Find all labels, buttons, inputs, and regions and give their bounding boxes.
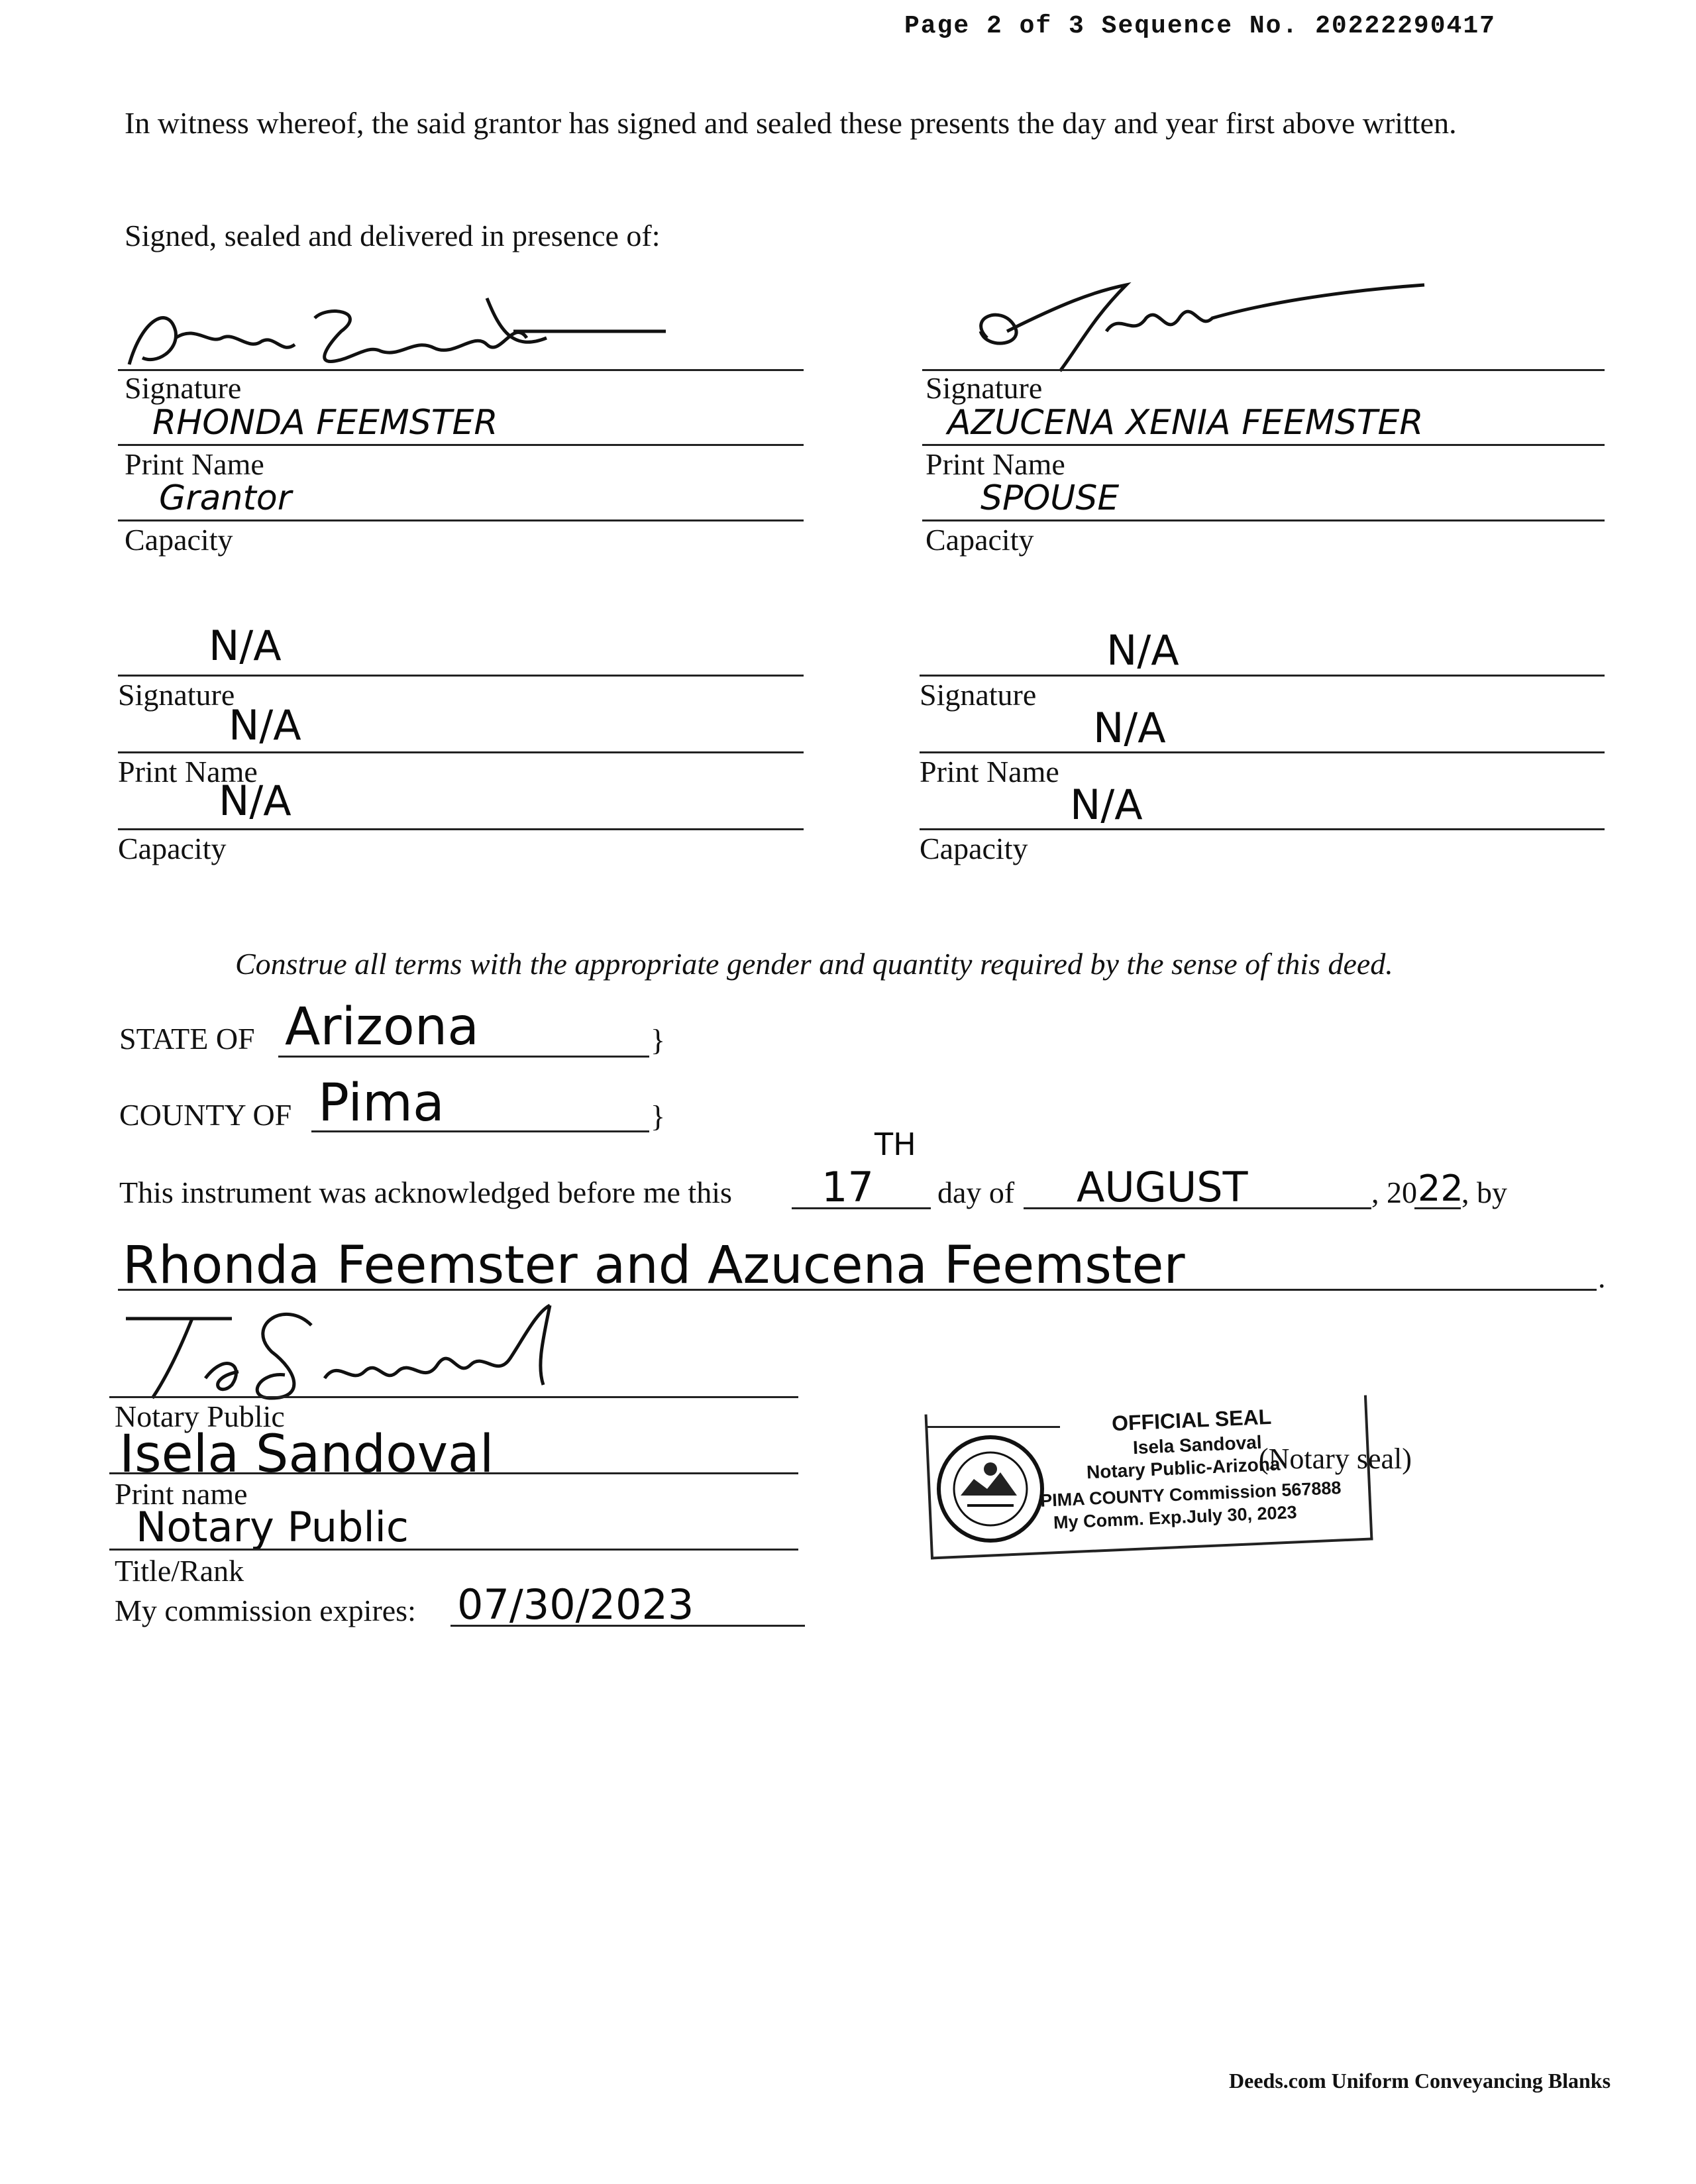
print-name-value-1: RHONDA FEEMSTER (152, 403, 498, 443)
notary-title-line (109, 1549, 798, 1551)
print-name-line-3 (118, 751, 804, 753)
signature-value-3: N/A (209, 622, 282, 670)
notary-title-label: Title/Rank (115, 1554, 244, 1588)
print-name-label-1: Print Name (125, 447, 264, 481)
capacity-value-3: N/A (219, 777, 292, 825)
ack-day-of-label: day of (937, 1175, 1015, 1209)
seal-line-official: OFFICIAL SEAL (1111, 1404, 1272, 1436)
ack-year-line (1414, 1207, 1461, 1209)
ack-year-prefix: , 20 (1371, 1175, 1417, 1209)
capacity-label-2: Capacity (926, 523, 1034, 557)
commission-expires-label: My commission expires: (115, 1594, 416, 1627)
ack-by-label: , by (1461, 1175, 1507, 1209)
commission-expires-line (450, 1625, 805, 1627)
construe-statement: Construe all terms with the appropriate gender and quantity required by the sense of this deed. (235, 947, 1393, 981)
notary-seal-caption: (Notary seal) (1259, 1443, 1412, 1475)
print-name-line-4 (920, 751, 1605, 753)
notary-print-name-line (109, 1472, 798, 1474)
capacity-label-1: Capacity (125, 523, 233, 557)
arizona-state-seal-emblem (934, 1433, 1047, 1545)
capacity-value-1: Grantor (159, 478, 292, 518)
print-name-value-2: AZUCENA XENIA FEEMSTER (947, 403, 1424, 443)
state-value: Arizona (285, 997, 479, 1057)
state-label: STATE OF (119, 1022, 255, 1056)
capacity-label-3: Capacity (118, 832, 227, 865)
print-name-label-3: Print Name (118, 755, 258, 789)
capacity-line-4 (920, 828, 1605, 830)
signature-value-4: N/A (1106, 626, 1179, 675)
ack-names-line (118, 1289, 1597, 1291)
notary-signature-graphic (113, 1299, 616, 1405)
seal-line-public: Notary Public-Arizona (1086, 1453, 1281, 1483)
signature-label-4: Signature (920, 678, 1037, 712)
county-brace: } (651, 1099, 666, 1133)
state-brace: } (651, 1023, 666, 1057)
signature-label-2: Signature (926, 371, 1043, 405)
footer-brand-text: Deeds.com Uniform Conveyancing Blanks (1229, 2069, 1611, 2093)
ack-month-line (1024, 1207, 1371, 1209)
signature-line-3 (118, 675, 804, 677)
ack-month-value: AUGUST (1077, 1163, 1248, 1211)
ack-day-line (792, 1207, 931, 1209)
print-name-line-1 (118, 444, 804, 446)
notary-title-value: Notary Public (136, 1503, 409, 1551)
seal-line-commission: PIMA COUNTY Commission 567888 (1039, 1478, 1342, 1511)
ack-day-value: 17 (822, 1163, 874, 1211)
seal-line-expiration: My Comm. Exp.July 30, 2023 (1053, 1502, 1298, 1533)
capacity-line-3 (118, 828, 804, 830)
signature-line-4 (920, 675, 1605, 677)
commission-expires-value: 07/30/2023 (457, 1580, 694, 1629)
signature-label-1: Signature (125, 371, 242, 405)
print-name-line-2 (922, 444, 1605, 446)
ack-names-period: . (1598, 1260, 1606, 1294)
county-line (311, 1130, 649, 1132)
capacity-line-2 (922, 519, 1605, 521)
notary-print-name-label: Print name (115, 1477, 248, 1511)
print-name-label-4: Print Name (920, 755, 1059, 789)
print-name-value-3: N/A (229, 701, 301, 749)
capacity-value-2: SPOUSE (980, 478, 1120, 518)
signature-label-3: Signature (118, 678, 235, 712)
acknowledgment-text: This instrument was acknowledged before me this (119, 1175, 732, 1209)
county-value: Pima (318, 1073, 445, 1133)
notary-public-label: Notary Public (115, 1399, 285, 1433)
azucena-signature-graphic (961, 278, 1491, 378)
print-name-value-4: N/A (1093, 704, 1166, 752)
capacity-line-1 (118, 519, 804, 521)
seal-top-line (928, 1426, 1060, 1428)
state-line (278, 1056, 649, 1058)
print-name-label-2: Print Name (926, 447, 1065, 481)
capacity-value-4: N/A (1070, 781, 1143, 829)
capacity-label-4: Capacity (920, 832, 1028, 865)
seal-line-name: Isela Sandoval (1132, 1431, 1263, 1458)
ack-year-value: 22 (1418, 1168, 1463, 1209)
page-sequence-header: Page 2 of 3 Sequence No. 20222290417 (904, 12, 1496, 40)
notary-print-name-value: Isela Sandoval (119, 1425, 494, 1484)
notary-signature-line (109, 1396, 798, 1398)
county-label: COUNTY OF (119, 1098, 292, 1132)
witness-paragraph: In witness whereof, the said grantor has signed and sealed these presents the day and year first above written. (125, 106, 1457, 140)
presence-statement: Signed, sealed and delivered in presence of: (125, 219, 661, 252)
ack-names-value: Rhonda Feemster and Azucena Feemster (123, 1236, 1185, 1295)
ack-day-suffix: TH (874, 1126, 916, 1162)
